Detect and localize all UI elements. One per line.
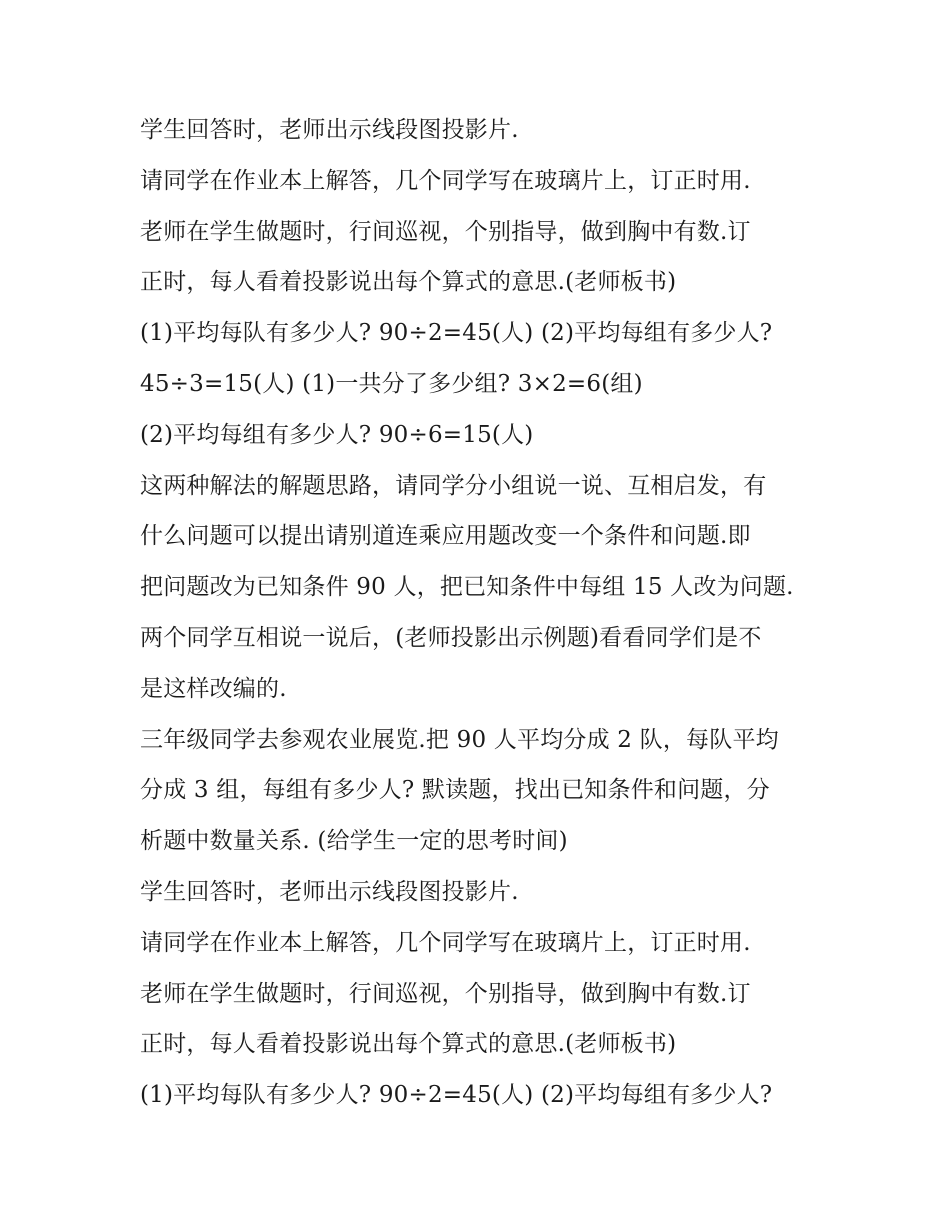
text-line: 45÷3=15(人) (1)一共分了多少组? 3×2=6(组) — [140, 370, 643, 397]
text-line: 两个同学互相说一说后，(老师投影出示例题)看看同学们是不 — [140, 624, 762, 651]
text-line: 把问题改为已知条件 90 人，把已知条件中每组 15 人改为问题. — [140, 574, 794, 601]
document-body — [140, 105, 820, 1121]
text-line: 学生回答时，老师出示线段图投影片. — [140, 117, 519, 143]
text-line: 什么问题可以提出请别道连乘应用题改变一个条件和问题.即 — [140, 523, 751, 550]
text-line: 正时，每人看着投影说出每个算式的意思.(老师板书) — [140, 269, 677, 296]
text-line: 正时，每人看着投影说出每个算式的意思.(老师板书) — [140, 1031, 677, 1058]
text-line: 学生回答时，老师出示线段图投影片. — [140, 878, 519, 905]
text-line: 是这样改编的. — [140, 675, 287, 702]
text-line: 分成 3 组，每组有多少人? 默读题，找出已知条件和问题，分 — [140, 777, 770, 804]
text-line: 老师在学生做题时，行间巡视，个别指导，做到胸中有数.订 — [140, 218, 751, 245]
text-line: 请同学在作业本上解答，几个同学写在玻璃片上，订正时用. — [140, 167, 751, 194]
text-line: 请同学在作业本上解答，几个同学写在玻璃片上，订正时用. — [140, 929, 751, 956]
text-line: 析题中数量关系. (给学生一定的思考时间) — [140, 828, 568, 855]
text-line: 这两种解法的解题思路，请同学分小组说一说、互相启发，有 — [140, 472, 767, 499]
text-line: 老师在学生做题时，行间巡视，个别指导，做到胸中有数.订 — [140, 980, 751, 1007]
text-line: (1)平均每队有多少人? 90÷2=45(人) (2)平均每组有多少人? — [140, 320, 773, 347]
text-line: (2)平均每组有多少人? 90÷6=15(人) — [140, 421, 534, 448]
text-line: 三年级同学去参观农业展览.把 90 人平均分成 2 队，每队平均 — [140, 726, 779, 753]
text-line: (1)平均每队有多少人? 90÷2=45(人) (2)平均每组有多少人? — [140, 1082, 773, 1109]
